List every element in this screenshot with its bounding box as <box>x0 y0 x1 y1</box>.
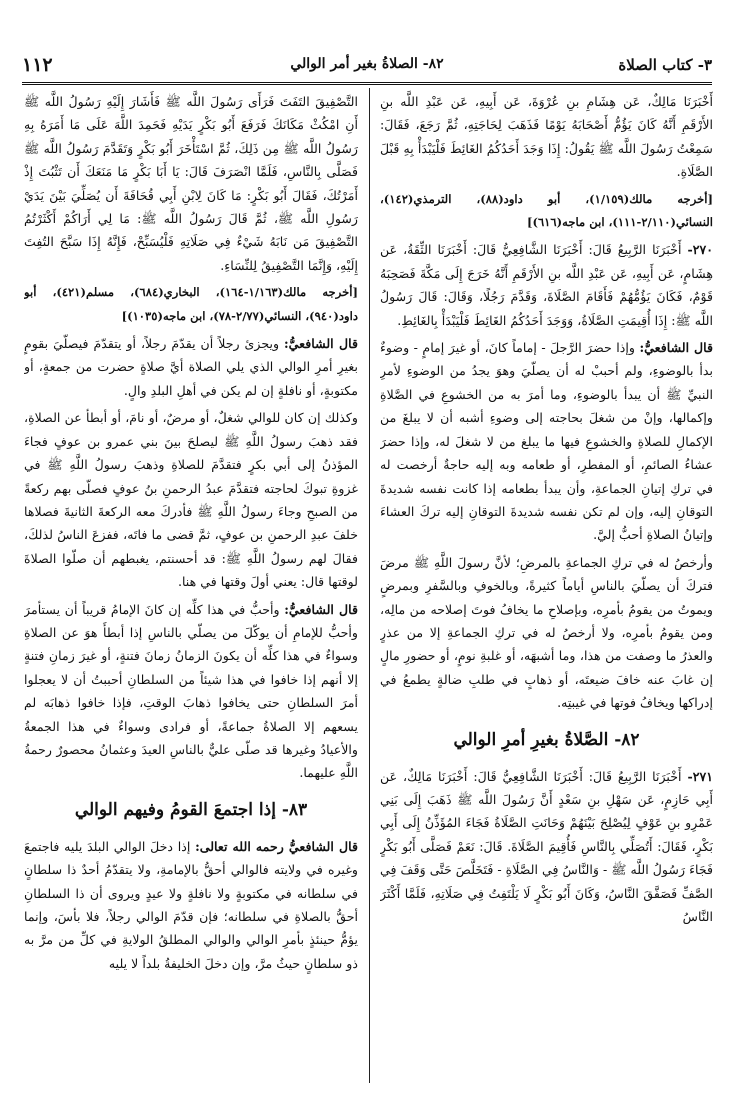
commentary-paragraph <box>380 336 713 547</box>
commentary-paragraph: وأرخصُ له في تركِ الجماعةِ بالمرضِ؛ لأنَّ رسولَ اللَّهِ ﷺ مرضَ فتركَ أن يصلّيَ بالناسِ أياماً كثيرةً، وبالخوفِ وبالسَّفرِ وبمرضٍ ويموتُ من يقومُ بأمرِه، وبإصلاحِ ما يخافُ فوتَ إصلاحه من مالِه، ومن يقومُ بأمرِه، ولا أرخصُ له في تركِ الجماعةِ إلا من عذرٍ والعذرُ ما وصفت من هذا، وما أشبهَه، أو غلبةِ نومٍ، أو حضورِ مالٍ إن غابَ عنه خافَ ضيعتَه، أو ذهابٍ في طلبِ ضالةٍ يطمعُ في إدراكها ويخافُ فوتها في غيبتِه. <box>380 554 713 711</box>
hadith-text: أَخْبَرَنَا مَالِكٌ، عَن هِشَامِ بنِ عُرْوَةَ، عَن أَبِيهِ، عَن عَبْدِ اللَّه بنِ الأَرْقَمِ أَنَّهُ كَانَ يَؤُمُّ أَصْحَابَهُ يَوْمًا فَذَهَبَ لِحَاجَتِهِ، ثُمَّ رَجَعَ، فَقَالَ: سَمِعْتُ رَسُولَ اللَّه ﷺ يَقُولُ: إِذَا وَجَدَ أَحَدُكُمُ الغَائِطَ فَلْيَبْدَأْ بِهِ قَبْلَ الصَّلَاةِ. <box>380 94 713 180</box>
commentary-paragraph: وكذلك إن كان للوالي شغلٌ، أو مرضٌ، أو نامَ، أو أبطأ عن الصلاةِ، فقد ذهبَ رسولُ اللَّهِ ﷺ ليصلحَ بينَ بني عمرو بن عوفٍ فجاءَ المؤذنُ إلى أبي بكرٍ فتقدَّمَ للصلاةِ وذهبَ رسولُ اللَّهِ ﷺ في غزوةِ تبوكَ لحاجته فتقدَّمَ عبدُ الرحمنِ بنُ عوفٍ فصلّى بهم ركعةً من الصبحِ وجاءَ رسولُ اللَّهِ ﷺ فأدركَ معه الركعةَ الثانيةَ فصلاها خلفَ عبدِ الرحمنِ بن عوفٍ، ثمَّ قضى ما فاتَه، ففزعَ الناسُ لذلكَ، فقالَ لهم رسولُ اللَّهِ ﷺ: قد أحسنتم، يغبطهم أن صلّوا الصلاةَ لوقتها قال: يعني أولَ وقتها في هنا. <box>24 410 358 590</box>
left-column <box>24 90 358 1080</box>
page-header <box>22 56 712 82</box>
header-divider <box>22 82 712 85</box>
commentary-paragraph <box>24 835 358 975</box>
hadith-text: أَخْبَرَنَا الرَّبِيعُ قَالَ: أَخْبَرَنَا الشَّافِعِيُّ قَالَ: أَخْبَرَنَا الثِّقَةُ، عَن هِشَامٍ، عَن أَبِيهِ، عَن عَبْدِ اللَّه بنِ الأَرْقَمِ أَنَّهُ خَرَجَ إِلَى مَكَّةَ فَصَحِبَهُ قَوْمٌ، فَكَانَ يَؤُمُّهُمْ فَأَقَامَ الصَّلَاةَ، وَقَدَّمَ رَجُلًا، وَقَالَ: قَالَ رَسُولُ اللَّه ﷺ: إِذَا أُقِيمَتِ الصَّلَاةُ، وَوَجَدَ أَحَدُكُمُ الغَائِطَ فَلْيَبْدَأْ بِالغَائِطِ. <box>380 242 713 328</box>
section-heading-82: ٨٢- الصَّلاةُ بغيرِ أمرِ الوالي <box>453 729 640 750</box>
hadith-number: ٢٧٠- <box>687 242 713 258</box>
running-section-title: ٨٢- الصلاةُ بغير أمر الوالي <box>290 56 444 72</box>
hadith-270 <box>380 238 713 332</box>
speaker-label: قال الشافعيُّ: <box>284 336 358 352</box>
hadith-reference: [أخرجه مالك(١/١٦٣-١٦٤)، البخاري(٦٨٤)، مسلم(٤٢١)، أبو داود(٩٤٠)، النسائي(٢/٧٧-٧٨)، ابن ماجه(١٠٣٥)] <box>24 285 358 323</box>
hadith-text: أَخْبَرَنَا الرَّبِيعُ قَالَ: أَخْبَرَنَا الشَّافِعِيُّ قَالَ: أَخْبَرَنَا مَالِكٌ، عَن أَبِي حَازِمٍ، عَن سَهْلِ بنِ سَعْدٍ أَنَّ رَسُولَ اللَّه ﷺ ذَهَبَ إِلَى بَنِي عَمْرِو بنِ عَوْفٍ لِيُصْلِحَ بَيْنَهُمْ وَحَانَتِ الصَّلَاةُ فَجَاءَ المُؤَذِّنُ إِلَى أَبِي بَكْرٍ، فَقَالَ: أَتُصَلِّي بِالنَّاسِ فَأُقِيمَ الصَّلَاةَ. قَالَ: نَعَمْ فَصَلَّى أَبُو بَكْرٍ فَجَاءَ رَسُولُ اللَّه ﷺ - وَالنَّاسُ فِي الصَّلَاةِ - فَتَخَلَّصَ حَتَّى وَقَفَ فِي الصَّفِّ فَصَفَّقَ النَّاسُ، وَكَانَ أَبُو بَكْرٍ لَا يَلْتَفِتُ فِي صَلَاتِهِ، فَلَمَّا أَكْثَرَ النَّاسُ <box>380 768 713 924</box>
speaker-label: قال الشافعيُّ رحمه الله تعالى: <box>195 838 358 854</box>
right-column <box>380 90 713 1080</box>
hadith-reference: [أخرجه مالك(١/١٥٩)، أبو داود(٨٨)، الترمذي(١٤٢)، النسائي(٢/١١٠-١١١)، ابن ماجه(٦١٦)] <box>380 191 713 230</box>
commentary-paragraph <box>24 332 358 402</box>
section-heading-83: ٨٣- إذا اجتمعَ القومُ وفيهم الوالي <box>74 799 308 820</box>
commentary-text: وأحبُّ في هذا كلِّه إن كانَ الإمامُ قريباً أن يستأمرَ وأحبُّ للإمامِ أن يوكّلَ من يصلّي بالناسِ إذا أبطأَ هوَ عن الصلاةِ وسواءٌ في هذا كلِّه أن يكونَ الزمانُ زمانَ فتنةٍ، أو غيرَ زمانِ فتنةٍ إلا أنهم إذا خافوا في هذا شيئاً من السلطانِ أحببتُ أن لا يعجلوا أمرَ السلطانِ حتى يخافوا ذهابَ الوقتِ، فإذا خافوا ذهابَه لم يسعهم إلا الصلاةُ جماعةً، أو فرادى وسواءٌ في هذا الجمعةُ والأعيادُ وغيرها قد صلّى عليٌّ بالناسِ العيدَ وعثمانُ محصورٌ رحمةُ اللَّهِ عليهما. <box>24 601 358 781</box>
commentary-paragraph <box>24 598 358 785</box>
hadith-number: ٢٧١- <box>687 768 713 784</box>
hadith-text: التَّصْفِيقَ التَفَتَ فَرَأَى رَسُولَ اللَّه ﷺ فَأَشَارَ إِلَيْهِ رَسُولُ اللَّه ﷺ أَنِ امْكُثْ مَكَانَكَ فَرَفَعَ أَبُو بَكْرٍ يَدَيْهِ فَحَمِدَ اللَّهَ عَلَى مَا أَمَرَهُ بِهِ رَسُولُ اللَّه ﷺ مِن ذَلِكَ، ثُمَّ اسْتَأْخَرَ أَبُو بَكْرٍ وَتَقَدَّمَ رَسُولُ اللَّه ﷺ فَصَلَّى بِالنَّاسِ، فَلَمَّا انْصَرَفَ قَالَ: يَا أَبَا بَكْرٍ مَا مَنَعَكَ أَن تَثْبُتَ إِذْ أَمَرْتُكَ، فَقَالَ أَبُو بَكْرٍ: مَا كَانَ لِابْنِ أَبِي قُحَافَةَ أَن يُصَلِّيَ بَيْنَ يَدَيْ رَسُولِ اللَّه ﷺ، ثُمَّ قَالَ رَسُولُ اللَّه ﷺ: مَا لِي أَرَاكُمْ أَكْثَرْتُمُ التَّصْفِيقَ مَن نَابَهُ شَيْءٌ فِي صَلَاتِهِ فَلْيُسَبِّحْ، فَإِنَّهُ إِذَا سَبَّحَ التُفِتَ إِلَيْهِ، وَإِنَّمَا التَّصْفِيقُ لِلنِّسَاءِ. <box>24 94 358 273</box>
commentary-text: وإذا حضرَ الرَّجلَ - إماماً كانَ، أو غيرَ إمامٍ - وضوءٌ بدأ بالوضوءِ، ولم أحببْ له أن يصلّيَ وهوَ يجدُ من الوضوءِ لأمرِ النبيِّ ﷺ أن يبدأ بالوضوءِ، وما أمرَ به من الخشوعِ في الصَّلاةِ وإكمالها، وإنْ من شغلَ بحاجته إلى وضوءِ أشبه أن لا يبلغَ من الإكمالِ للصلاةِ والخشوعِ فيها ما يبلغ من لا شغلَ له، وإذا حضرَ عشاءُ الصائمِ، أو المفطرِ، أو طعامه وبه إليه حاجةٌ أرخصت له في تركِ إتيانِ الجماعةِ، وأن يبدأ بطعامه إذا كانت نفسه شديدةَ التوقانِ إليه، وإن لم تكن نفسه شديدةَ التوقانِ إليه تركَ العشاءَ وإتيانُ الصلاةِ أحبُّ إليَّ. <box>380 340 713 543</box>
commentary-text: إذا دخلَ الوالي البلدَ يليه فاجتمعَ وغيره في ولايته فالوالي أحقُّ بالإمامةِ، ولا يتقدّمُ أحدٌ ذا سلطانٍ في سلطانه في مكتوبةٍ ولا نافلةٍ ولا عيدٍ ويروى أن ذا السلطانِ أحقُّ بالصلاةِ في سلطانه؛ فإن قدّمَ الوالي رجلاً، فلا بأسَ، وإنما يؤمُّ حينئذٍ بأمرِ الوالي والوالي المطلقُ الولايةِ في كلِّ من مرَّ به ذو سلطانٍ حيثُ مرَّ، وإن دخلَ الخليفةُ بلداً لا يليه <box>24 838 358 971</box>
speaker-label: قال الشافعيُّ: <box>284 601 358 617</box>
column-divider <box>369 88 370 1083</box>
page-number: ١١٢ <box>22 54 53 76</box>
speaker-label: قال الشافعيُّ: <box>639 340 713 356</box>
hadith-271 <box>380 765 713 929</box>
chapter-title: ٣- كتاب الصلاة <box>618 56 712 74</box>
commentary-text: ويجزئ رجلاً أن يقدّمَ رجلاً، أو يتقدّمَ فيصلّيَ بقومٍ بغيرِ أمرِ الوالي الذي يلي الصلاة أيَّ صلاةٍ حضرت من جمعةٍ، أو مكتوبةٍ، أو نافلةٍ إن لم يكن في أهلِ البلدِ والٍ. <box>24 336 358 398</box>
